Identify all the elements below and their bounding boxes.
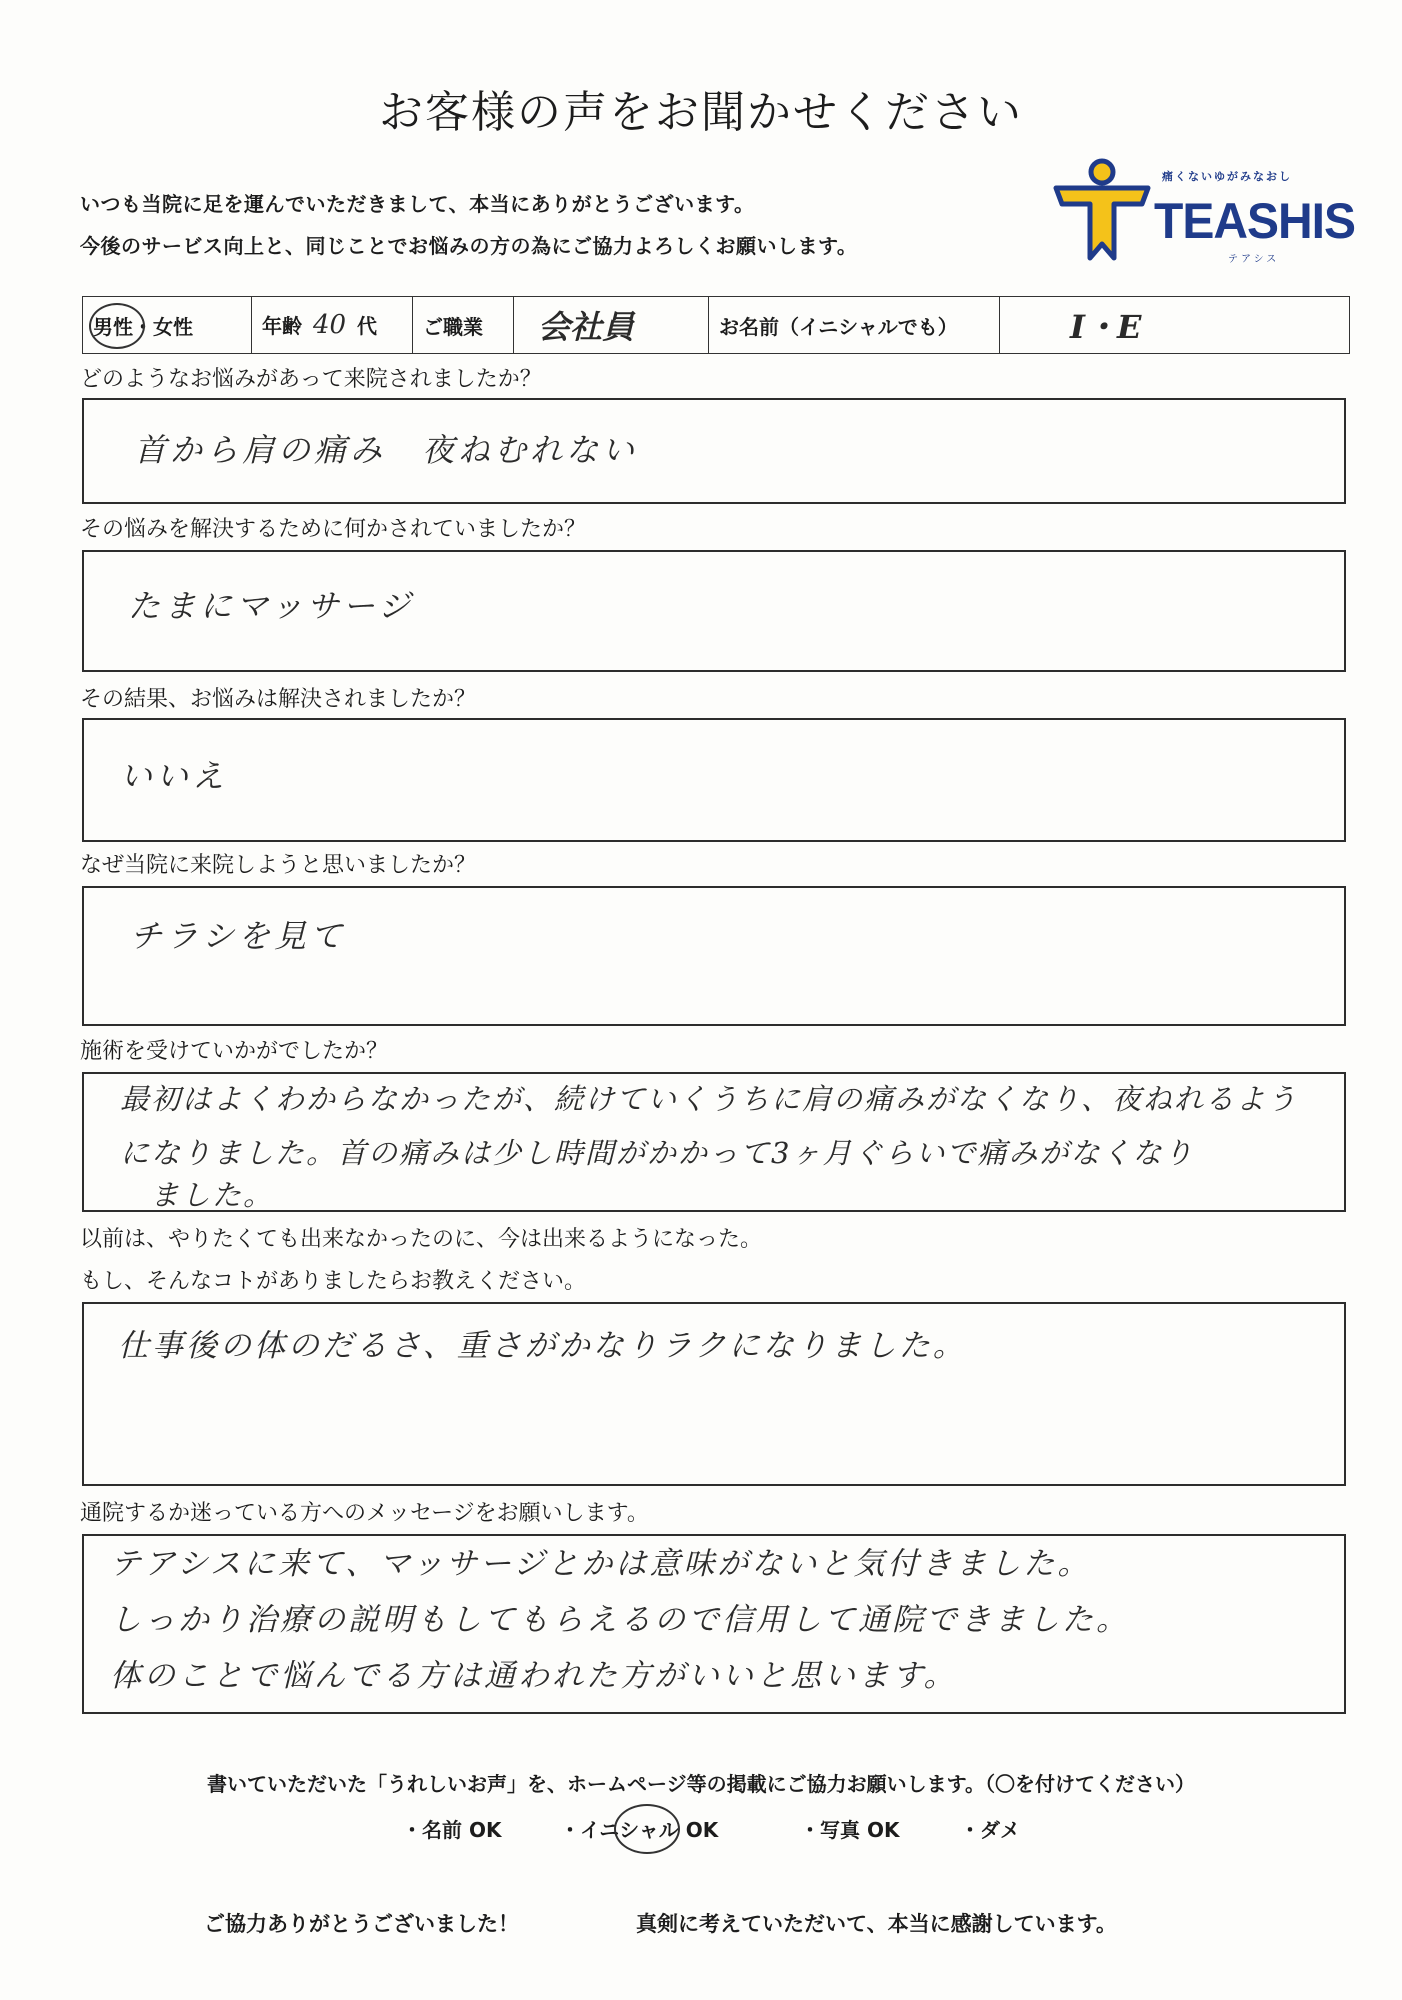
question-4: なぜ当院に来院しようと思いましたか？ (80, 853, 477, 878)
logo-tagline: 痛くないゆがみなおし (1162, 170, 1292, 183)
answer-box-4 (82, 886, 1346, 1026)
question-5: 施術を受けていかがでしたか？ (80, 1039, 389, 1064)
answer-box-5 (82, 1072, 1346, 1212)
age-suffix: 代 (357, 314, 378, 338)
question-2: その悩みを解決するために何かされていましたか？ (80, 517, 587, 542)
answer-7-line-1: テアシスに来て、マッサージとかは意味がないと気付きました。 (110, 1546, 1092, 1582)
page-title: お客様の声をお聞かせください (379, 87, 1023, 138)
gender-cell (83, 297, 252, 354)
figure-logo-icon (1052, 158, 1152, 266)
logo-name: TEASHIS (1154, 193, 1356, 250)
age-cell (252, 297, 413, 354)
answer-3-line-1: いいえ (120, 757, 229, 795)
option-name-ok: ・名前 OK (402, 1818, 502, 1842)
question-3: その結果、お悩みは解決されましたか？ (80, 687, 477, 712)
thanks-2: 真剣に考えていただいて、本当に感謝しています。 (636, 1912, 1117, 1936)
name-value: I・E (1000, 297, 1350, 354)
teashis-logo (1052, 158, 1356, 266)
option-initial-ok: ・イニシャル OK (560, 1818, 719, 1842)
age-value: 40 (312, 310, 347, 340)
question-6-line-2: もし、そんなコトがありましたらお教えください。 (80, 1269, 587, 1294)
answer-box-6 (82, 1302, 1346, 1486)
consent-text: 書いていただいた「うれしいお声」を、ホームページ等の掲載にご協力お願いします。（〇を付けてください） (207, 1772, 1195, 1796)
question-1: どのようなお悩みがあって来院されましたか？ (80, 367, 542, 392)
answer-5-line-2: になりました。首の痛みは少し時間がかかって3ヶ月ぐらいで痛みがなくなり (120, 1136, 1195, 1170)
answer-1-line-1: 首から肩の痛み 夜ねむれない (134, 431, 639, 469)
name-label: お名前（イニシャルでも） (709, 297, 1000, 354)
option-photo-ok: ・写真 OK (800, 1818, 900, 1842)
answer-6-line-1: 仕事後の体のだるさ、重さがかなりラクになりました。 (118, 1328, 967, 1364)
answer-box-3 (82, 718, 1346, 842)
thanks-1: ご協力ありがとうございました！ (204, 1912, 519, 1936)
answer-5-line-3: ました。 (150, 1178, 275, 1212)
answer-box-1 (82, 398, 1346, 504)
answer-box-2 (82, 550, 1346, 672)
initial-ok-circle-mark (614, 1804, 680, 1854)
question-7: 通院するか迷っている方へのメッセージをお願いします。 (80, 1501, 649, 1526)
logo-sub: テアシス (1228, 254, 1280, 265)
answer-4-line-1: チラシを見て (130, 917, 347, 955)
intro-line-2: 今後のサービス向上と、同じことでお悩みの方の為にご協力よろしくお願いします。 (80, 234, 858, 258)
answer-5-line-1: 最初はよくわからなかったが、続けていくうちに肩の痛みがなくなり、夜ねれるよう (120, 1082, 1299, 1116)
answer-7-line-3: 体のことで悩んでる方は通われた方がいいと思います。 (110, 1658, 958, 1694)
gender-label: 男性・女性 (93, 314, 193, 339)
answer-7-line-2: しっかり治療の説明もしてもらえるので信用して通院できました。 (110, 1602, 1130, 1638)
option-no: ・ダメ (960, 1818, 1020, 1842)
customer-info-table (82, 296, 1350, 354)
answer-2-line-1: たまにマッサージ (128, 587, 415, 625)
question-6: 以前は、やりたくても出来なかったのに、今は出来るようになった。 (80, 1227, 763, 1252)
job-label: ご職業 (413, 297, 514, 354)
answer-box-7 (82, 1534, 1346, 1714)
age-label: 年齢 (262, 314, 302, 338)
intro-line-1: いつも当院に足を運んでいただきまして、本当にありがとうございます。 (80, 192, 755, 216)
job-value: 会社員 (514, 297, 709, 354)
gender-circle-mark (89, 303, 145, 349)
